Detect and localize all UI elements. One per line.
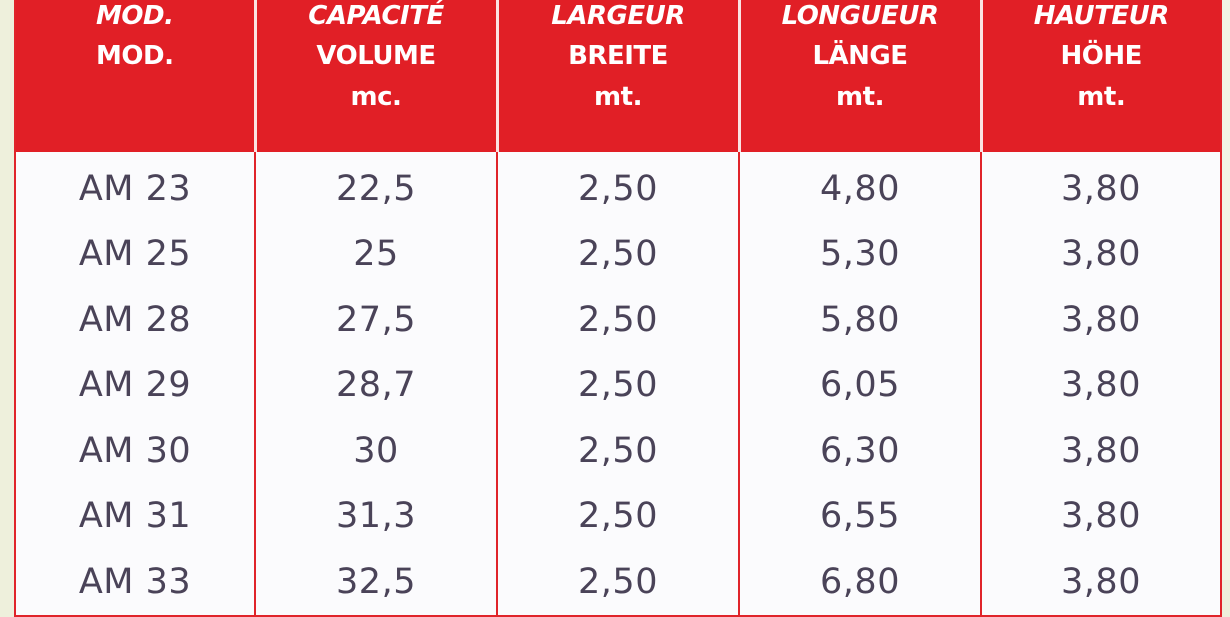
cell-width: 2,50: [497, 353, 739, 419]
header-unit: mt.: [594, 82, 642, 112]
cell-model: AM 31: [78, 496, 192, 537]
header-row: [15, 0, 1221, 152]
cell-length: 5,80: [739, 287, 981, 353]
cell-width: 2,50: [497, 484, 739, 550]
cell-width: 2,50: [497, 418, 739, 484]
header-line: LONGUEUR: [781, 1, 939, 31]
header-capacity: [255, 0, 497, 152]
cell-model: AM 33: [78, 561, 192, 602]
cell-capacity: 30: [255, 418, 497, 484]
table-row: [15, 549, 1221, 616]
header-width: [497, 0, 739, 152]
header-unit: mt.: [1077, 82, 1126, 112]
cell-height: 3,80: [981, 152, 1221, 222]
cell-length: 6,05: [739, 353, 981, 419]
cell-model: AM 25: [78, 234, 192, 275]
header-model: [15, 0, 255, 152]
cell-width: 2,50: [497, 287, 739, 353]
header-line: HAUTEUR: [1033, 1, 1169, 31]
header-line: LARGEUR: [551, 1, 685, 31]
cell-length: 6,30: [739, 418, 981, 484]
cell-width: 2,50: [497, 222, 739, 288]
cell-height: 3,80: [981, 353, 1221, 419]
header-length: [739, 0, 981, 152]
cell-model: AM 28: [78, 299, 192, 340]
header-unit: [16, 77, 254, 117]
header-line: MOD.: [96, 41, 174, 71]
cell-model: AM 30: [78, 430, 192, 471]
cell-length: 4,80: [739, 152, 981, 222]
header-line: BREITE: [568, 41, 668, 71]
table-row: [15, 287, 1221, 353]
cell-capacity: 22,5: [255, 152, 497, 222]
cell-capacity: 31,3: [255, 484, 497, 550]
cell-capacity: 32,5: [255, 549, 497, 616]
cell-length: 6,55: [739, 484, 981, 550]
table-row: [15, 484, 1221, 550]
cell-model: AM 23: [78, 168, 192, 209]
cell-width: 2,50: [497, 549, 739, 616]
cell-capacity: 25: [255, 222, 497, 288]
cell-height: 3,80: [981, 222, 1221, 288]
header-line: HÖHE: [1060, 41, 1142, 71]
cell-width: 2,50: [497, 152, 739, 222]
cell-height: 3,80: [981, 287, 1221, 353]
cell-model: AM 29: [78, 365, 192, 406]
cell-length: 6,80: [739, 549, 981, 616]
cell-length: 5,30: [739, 222, 981, 288]
cell-height: 3,80: [981, 549, 1221, 616]
cell-capacity: 27,5: [255, 287, 497, 353]
header-line: MOD.: [96, 1, 174, 31]
table-row: [15, 222, 1221, 288]
specifications-table: [14, 0, 1222, 617]
table-row: [15, 152, 1221, 222]
cell-height: 3,80: [981, 484, 1221, 550]
table-row: [15, 353, 1221, 419]
header-line: LÄNGE: [812, 41, 908, 71]
header-line: CAPACITÉ: [308, 1, 444, 31]
header-unit: mt.: [836, 82, 884, 112]
header-line: VOLUME: [316, 41, 436, 71]
cell-height: 3,80: [981, 418, 1221, 484]
table-row: [15, 418, 1221, 484]
header-unit: mc.: [350, 82, 402, 112]
header-height: [981, 0, 1221, 152]
cell-capacity: 28,7: [255, 353, 497, 419]
